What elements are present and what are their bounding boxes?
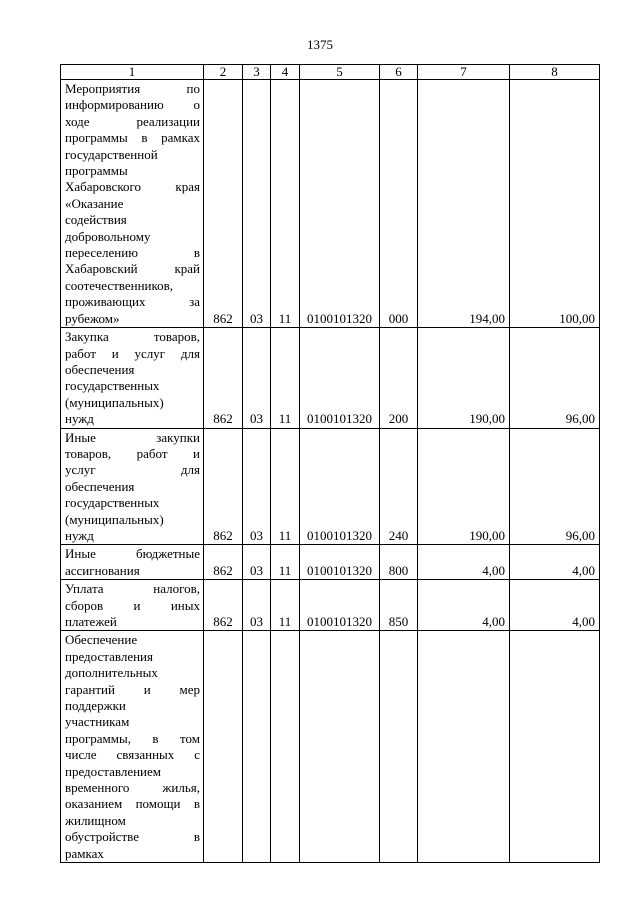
description-line: переселению в	[65, 245, 200, 261]
subsection-code: 11	[271, 80, 300, 328]
expense-type-code: 200	[380, 328, 418, 428]
ministry-code: 862	[204, 428, 243, 545]
description-line: Иные закупки	[65, 429, 200, 445]
amount-execution	[510, 631, 600, 863]
column-header-7: 7	[418, 65, 510, 80]
row-description	[61, 328, 204, 428]
row-description	[61, 631, 204, 863]
description-line: числе связанных с	[65, 747, 200, 763]
description-line: программы в рамках	[65, 130, 200, 146]
description-line: информированию о	[65, 97, 200, 113]
amount-execution: 96,00	[510, 428, 600, 545]
budget-table	[60, 64, 600, 863]
expense-type-code: 800	[380, 545, 418, 580]
amount-plan: 4,00	[418, 580, 510, 631]
section-code: 03	[243, 80, 271, 328]
description-line: нужд	[65, 411, 94, 427]
subsection-code: 11	[271, 328, 300, 428]
subsection-code	[271, 631, 300, 863]
table-row	[61, 545, 600, 580]
description-line: государственной	[65, 146, 158, 162]
section-code: 03	[243, 328, 271, 428]
description-line: работ и услуг для	[65, 345, 200, 361]
description-line: Мероприятия по	[65, 81, 200, 96]
amount-plan: 194,00	[418, 80, 510, 328]
column-header-2: 2	[204, 65, 243, 80]
description-line: сборов и иных	[65, 597, 200, 613]
description-line: обеспечения	[65, 361, 135, 377]
description-line: оказанием помощи в	[65, 796, 200, 812]
description-line: Хабаровский край	[65, 261, 200, 277]
target-article-code	[300, 631, 380, 863]
description-line: услуг для	[65, 462, 200, 478]
description-line: Обеспечение	[65, 632, 138, 648]
column-header-4: 4	[271, 65, 300, 80]
table-row	[61, 328, 600, 428]
description-line: дополнительных	[65, 665, 158, 681]
description-line: участникам	[65, 714, 130, 730]
table-row	[61, 80, 600, 328]
expense-type-code: 850	[380, 580, 418, 631]
row-description	[61, 428, 204, 545]
description-line: программы	[65, 163, 128, 179]
column-header-5: 5	[300, 65, 380, 80]
ministry-code	[204, 631, 243, 863]
description-line: временного жилья,	[65, 780, 200, 796]
subsection-code: 11	[271, 580, 300, 631]
amount-execution: 4,00	[510, 545, 600, 580]
subsection-code: 11	[271, 545, 300, 580]
description-line: платежей	[65, 614, 117, 629]
description-line: ходе реализации	[65, 113, 200, 129]
section-code: 03	[243, 580, 271, 631]
column-header-1: 1	[61, 65, 204, 80]
description-line: Уплата налогов,	[65, 581, 200, 597]
description-line: поддержки	[65, 698, 126, 714]
description-line: программы, в том	[65, 730, 200, 746]
table-row	[61, 580, 600, 631]
ministry-code: 862	[204, 328, 243, 428]
description-line: гарантий и мер	[65, 681, 200, 697]
description-line: (муниципальных)	[65, 394, 164, 410]
description-line: ассигнования	[65, 562, 140, 578]
description-line: рубежом»	[65, 310, 120, 326]
target-article-code: 0100101320	[300, 80, 380, 328]
table-row	[61, 428, 600, 545]
column-header-3: 3	[243, 65, 271, 80]
row-description	[61, 80, 204, 328]
description-line: государственных	[65, 495, 160, 511]
expense-type-code: 000	[380, 80, 418, 328]
description-line: проживающих за	[65, 294, 200, 310]
description-line: содействия	[65, 212, 127, 228]
amount-plan: 4,00	[418, 545, 510, 580]
ministry-code: 862	[204, 80, 243, 328]
description-line: соотечественников,	[65, 277, 174, 293]
description-line: государственных	[65, 378, 160, 394]
section-code: 03	[243, 545, 271, 580]
description-line: (муниципальных)	[65, 511, 164, 527]
description-line: Хабаровского края	[65, 179, 200, 195]
description-line: предоставлением	[65, 763, 162, 779]
description-line: «Оказание	[65, 195, 124, 211]
description-line: предоставления	[65, 648, 153, 664]
column-header-6: 6	[380, 65, 418, 80]
section-code: 03	[243, 428, 271, 545]
expense-type-code	[380, 631, 418, 863]
description-line: Закупка товаров,	[65, 329, 200, 345]
row-description	[61, 580, 204, 631]
description-line: жилищном	[65, 812, 126, 828]
description-line: обеспечения	[65, 478, 135, 494]
description-line: добровольному	[65, 228, 151, 244]
description-line: товаров, работ и	[65, 445, 200, 461]
table-row	[61, 631, 600, 863]
amount-execution: 4,00	[510, 580, 600, 631]
description-line: нужд	[65, 527, 94, 543]
target-article-code: 0100101320	[300, 428, 380, 545]
target-article-code: 0100101320	[300, 328, 380, 428]
page-number: 1375	[307, 37, 333, 52]
subsection-code: 11	[271, 428, 300, 545]
target-article-code: 0100101320	[300, 545, 380, 580]
ministry-code: 862	[204, 580, 243, 631]
section-code	[243, 631, 271, 863]
expense-type-code: 240	[380, 428, 418, 545]
table-header-row	[61, 65, 600, 80]
description-line: рамках	[65, 845, 104, 861]
ministry-code: 862	[204, 545, 243, 580]
row-description	[61, 545, 204, 580]
description-line: обустройстве в	[65, 829, 200, 845]
amount-execution: 96,00	[510, 328, 600, 428]
amount-plan: 190,00	[418, 428, 510, 545]
amount-execution: 100,00	[510, 80, 600, 328]
target-article-code: 0100101320	[300, 580, 380, 631]
description-line: Иные бюджетные	[65, 546, 200, 562]
column-header-8: 8	[510, 65, 600, 80]
amount-plan	[418, 631, 510, 863]
amount-plan: 190,00	[418, 328, 510, 428]
